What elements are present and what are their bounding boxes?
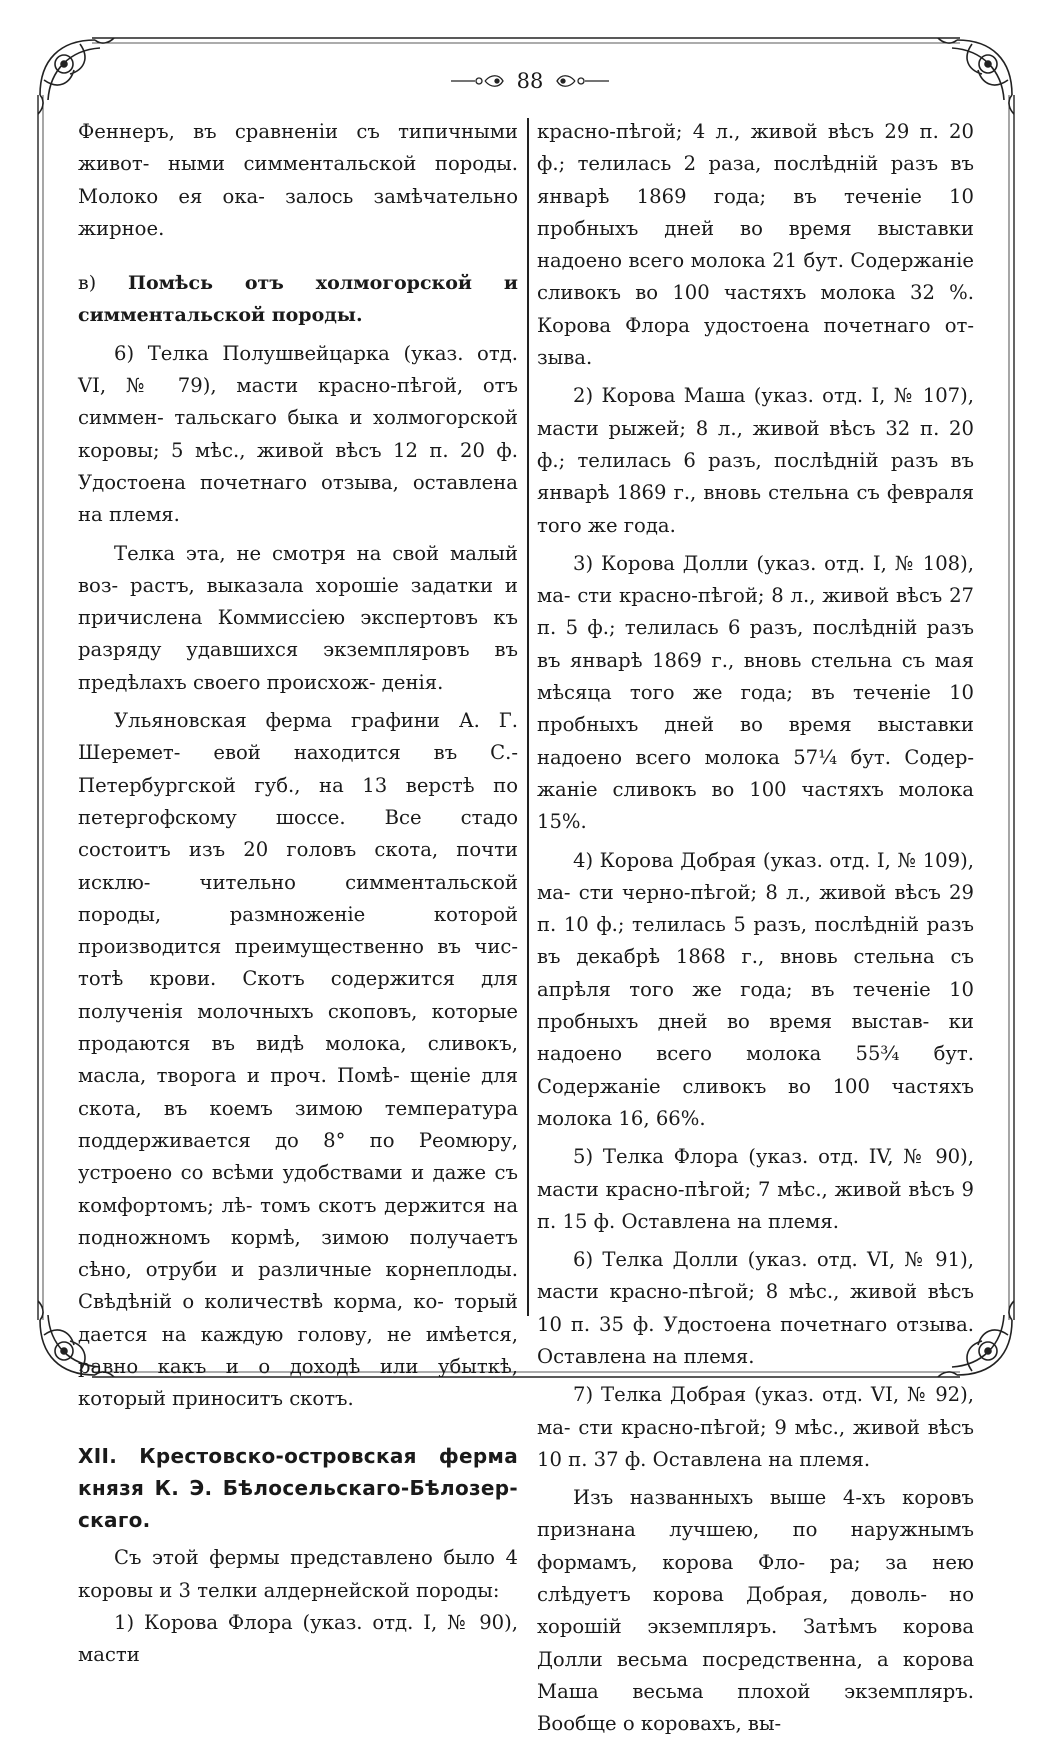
right-column: [537, 116, 974, 1741]
section-heading: XII. Крестовско-островская ферма князя К. Э. Бѣлосельскаго-Бѣлозер- скаго.: [78, 1443, 518, 1533]
paragraph: 6) Телка Полушвейцарка (указ. отд. VI, № 79), масти красно-пѣгой, отъ симмен- тальскаго быка и холмогорской коровы; 5 мѣс., живой вѣсъ 12 п. 20 ф. Удостоена почетнаго отзыва, оставлена на племя.: [78, 341, 518, 527]
header-ornament-left-icon: [449, 72, 509, 90]
paragraph: 5) Телка Флора (указ. отд. IV, № 90), масти красно-пѣгой; 7 мѣс., живой вѣсъ 9 п. 15 ф. Оставлена на племя.: [537, 1145, 974, 1233]
page-header: [440, 66, 620, 96]
paragraph: Изъ названныхъ выше 4-хъ коровъ признана лучшею, по наружнымъ формамъ, корова Фло- ра; за нею слѣдуетъ корова Добрая, доволь- но хорошій экземпляръ. Затѣмъ корова Долли весьма посредственна, а корова Маша весьма плохой экземпляръ. Вообще о коровахъ, вы-: [537, 1486, 974, 1736]
paragraph: красно-пѣгой; 4 л., живой вѣсъ 29 п. 20 ф.; телилась 2 раза, послѣдній разъ въ январѣ 1869 года; въ теченіе 10 пробныхъ дней во время выставки надоено всего молока 21 бут. Содержаніе сливокъ во 100 частяхъ молока 32 %. Корова Флора удостоена почетнаго от- зыва.: [537, 120, 974, 370]
paragraph: 7) Телка Добрая (указ. отд. VI, № 92), ма- сти красно-пѣгой; 9 мѣс., живой вѣсъ 10 п. 37 ф. Оставлена на племя.: [537, 1383, 974, 1471]
paragraph: 1) Корова Флора (указ. отд. I, № 90), масти: [78, 1611, 518, 1667]
paragraph: 2) Корова Маша (указ. отд. I, № 107), масти рыжей; 8 л., живой вѣсъ 32 п. 20 ф.; телилась 6 разъ, послѣдній разъ въ январѣ 1869 г., вновь стельна съ февраля того же года.: [537, 384, 974, 537]
paragraph: 6) Телка Долли (указ. отд. VI, № 91), масти красно-пѣгой; 8 мѣс., живой вѣсъ 10 п. 35 ф. Удостоена почетнаго отзыва. Оставлена на племя.: [537, 1248, 974, 1368]
paragraph: 3) Корова Долли (указ. отд. I, № 108), ма- сти красно-пѣгой; 8 л., живой вѣсъ 27 п. 5 ф.; телилась 6 разъ, послѣдній разъ въ январѣ 1869 г., вновь стельна съ мая мѣсяца того же года; въ теченіе 10 пробныхъ дней во время выставки надоено всего молока 57¼ бут. Содер- жаніе сливокъ во 100 частяхъ молока 15%.: [537, 551, 974, 834]
subsection-heading: [78, 267, 518, 332]
page-number: 88: [516, 69, 544, 93]
header-ornament-right-icon: [551, 72, 611, 90]
paragraph: Феннеръ, въ сравненіи съ типичными живот- ными симментальской породы. Молоко ея ока- залось замѣчательно жирное.: [78, 120, 518, 240]
paragraph: Съ этой фермы представлено было 4 коровы и 3 телки алдернейской породы:: [78, 1546, 518, 1602]
column-divider: [527, 118, 529, 1316]
left-column: [78, 116, 518, 1672]
paragraph: 4) Корова Добрая (указ. отд. I, № 109), ма- сти черно-пѣгой; 8 л., живой вѣсъ 29 п. 10 ф.; телилась 5 разъ, послѣдній разъ въ декабрѣ 1868 г., вновь стельна съ апрѣля того же года; въ теченіе 10 пробныхъ дней во время выстав- ки надоено всего молока 55¾ бут. Содержаніе сливокъ во 100 частяхъ молока 16, 66%.: [537, 848, 974, 1130]
paragraph: Ульяновская ферма графини А. Г. Шеремет- евой находится въ С.-Петербургской губ., на 13 верстѣ по петергофскому шоссе. Все стадо состоитъ изъ 20 головъ скота, почти исклю- чительно симментальской породы, размноженіе которой производится преимущественно въ чис- тотѣ крови. Скотъ содержится для полученія молочныхъ скоповъ, которые продаются въ видѣ молока, сливокъ, масла, творога и проч. Помѣ- щеніе для скота, въ коемъ зимою температура поддерживается до 8° по Реомюру, устроено со всѣми удобствами и даже съ комфортомъ; лѣ- томъ скотъ держится на подножномъ кормѣ, зимою получаетъ сѣно, отруби и различные корнеплоды. Свѣдѣній о количествѣ корма, ко- торый дается на каждую голову, не имѣется, равно какъ и о доходѣ или убыткѣ, который приноситъ скотъ.: [78, 709, 518, 1411]
subsection-title: Помѣсь отъ холмогорской и симментальской породы.: [78, 272, 518, 327]
subsection-letter: в): [78, 272, 97, 295]
paragraph: Телка эта, не смотря на свой малый воз- растъ, выказала хорошіе задатки и причислена Коммиссіею экспертовъ къ разряду удавшихся экземпляровъ въ предѣлахъ своего происхож- денія.: [78, 541, 518, 694]
